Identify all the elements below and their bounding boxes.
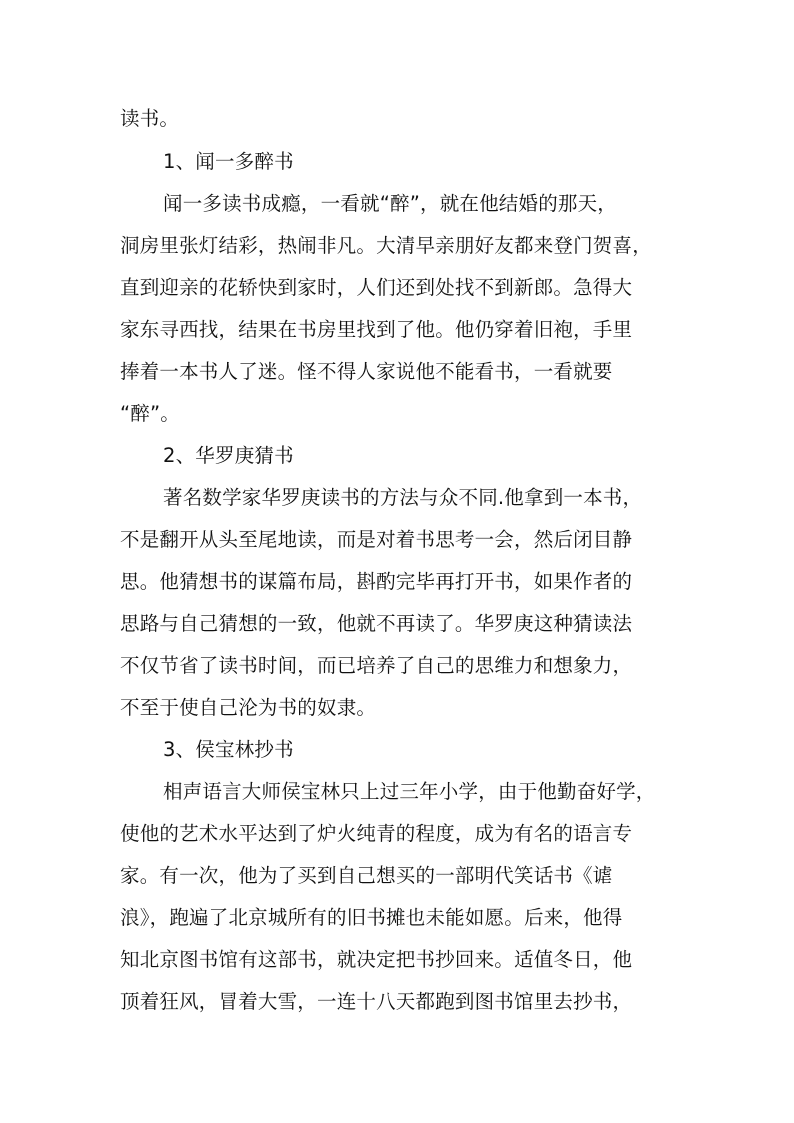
section-heading: 2、华罗庚猜书 — [163, 444, 294, 467]
section-heading: 1、闻一多醉书 — [163, 150, 294, 173]
paragraph-line: 家东寻西找，结果在书房里找到了他。他仍穿着旧袍，手里 — [120, 318, 633, 341]
paragraph-line: 家。有一次，他为了买到自己想买的一部明代笑话书《谑 — [120, 864, 613, 887]
paragraph-line: 著名数学家华罗庚读书的方法与众不同.他拿到一本书， — [163, 486, 643, 509]
paragraph-line: 浪》，跑遍了北京城所有的旧书摊也未能如愿。后来，他得 — [120, 906, 623, 929]
paragraph-line: 相声语言大师侯宝林只上过三年小学，由于他勤奋好学， — [163, 780, 656, 803]
paragraph-line: “醉”。 — [120, 402, 181, 425]
paragraph-line: 闻一多读书成瘾，一看就“醉”，就在他结婚的那天， — [163, 192, 618, 215]
paragraph-line: 思。他猜想书的谋篇布局，斟酌完毕再打开书，如果作者的 — [120, 570, 633, 593]
section-heading: 3、侯宝林抄书 — [163, 738, 294, 761]
paragraph-line: 知北京图书馆有这部书，就决定把书抄回来。适值冬日，他 — [120, 948, 633, 971]
paragraph-line: 不是翻开从头至尾地读，而是对着书思考一会，然后闭目静 — [120, 528, 633, 551]
paragraph-line: 不至于使自己沦为书的奴隶。 — [120, 696, 377, 719]
paragraph-line: 不仅节省了读书时间，而已培养了自己的思维力和想象力， — [120, 654, 633, 677]
paragraph-line: 使他的艺术水平达到了炉火纯青的程度，成为有名的语言专 — [120, 822, 633, 845]
paragraph-line: 捧着一本书人了迷。怪不得人家说他不能看书，一看就要 — [120, 360, 613, 383]
paragraph-line: 洞房里张灯结彩，热闹非凡。大清早亲朋好友都来登门贺喜， — [120, 234, 652, 257]
paragraph-line: 思路与自己猜想的一致，他就不再读了。华罗庚这种猜读法 — [120, 612, 633, 635]
paragraph-line: 直到迎亲的花轿快到家时，人们还到处找不到新郎。急得大 — [120, 276, 633, 299]
paragraph-line: 读书。 — [120, 107, 180, 130]
paragraph-line: 顶着狂风，冒着大雪，一连十八天都跑到图书馆里去抄书， — [120, 990, 633, 1013]
